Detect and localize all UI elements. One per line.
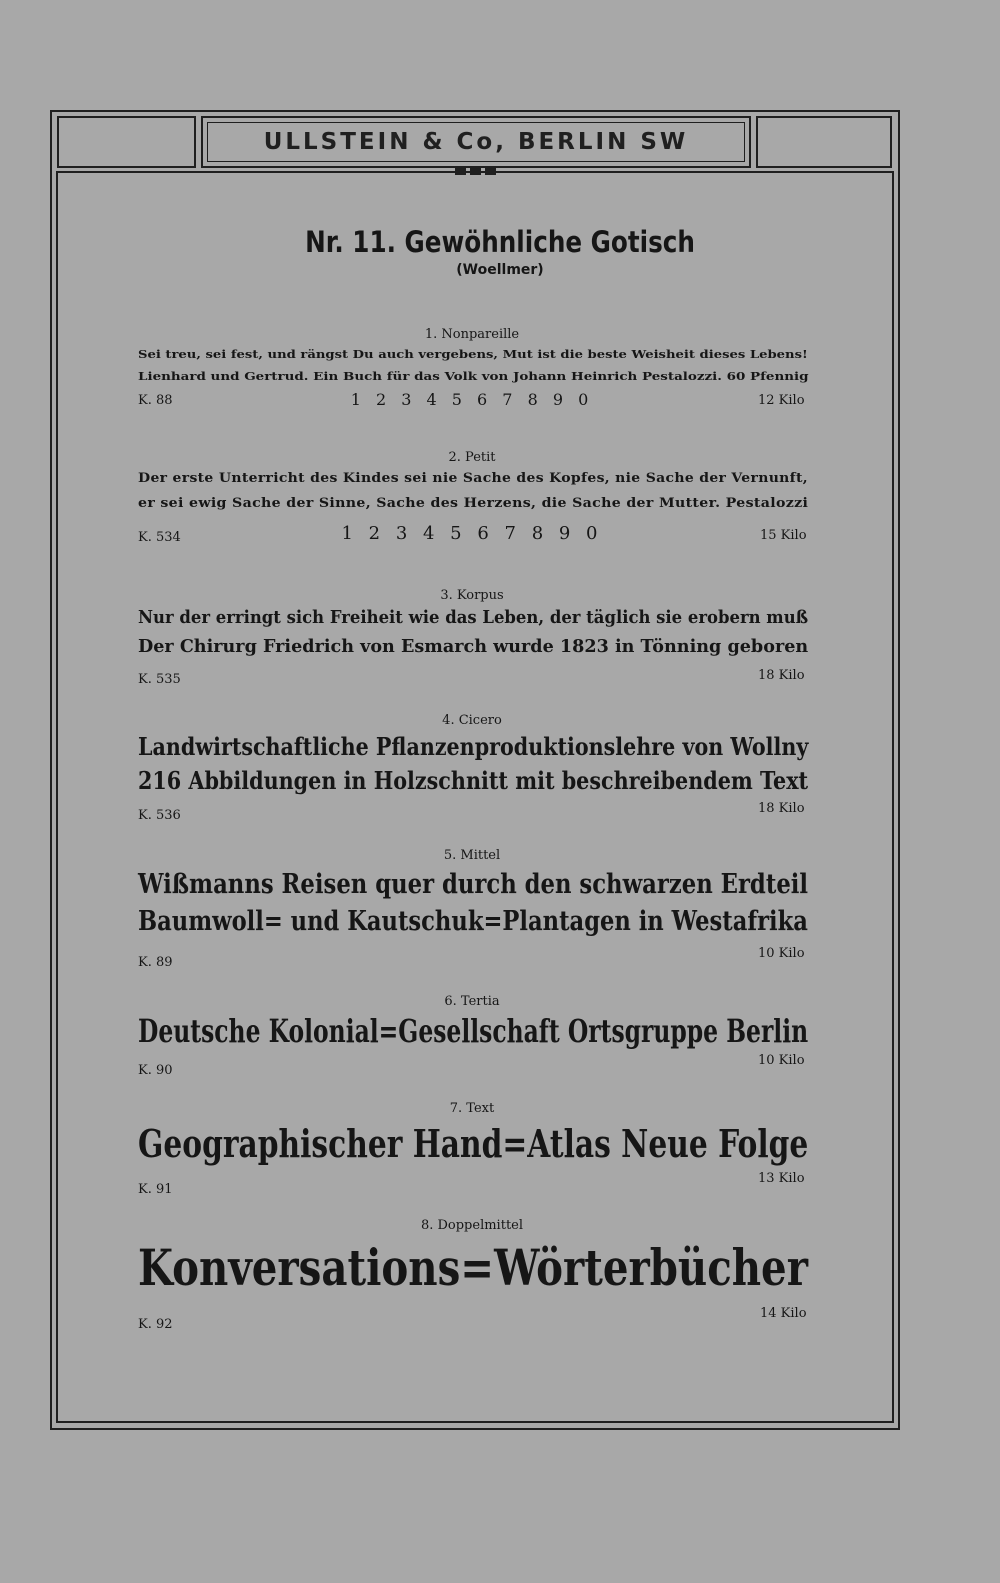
item-code: K. 89 [138, 955, 173, 970]
sample-line: Konversations=Wörterbücher [138, 1238, 808, 1297]
item-weight: 13 Kilo [758, 1171, 805, 1186]
item-weight: 18 Kilo [758, 801, 805, 816]
item-weight: 10 Kilo [758, 946, 805, 961]
item-code: K. 88 [138, 393, 173, 408]
sample-line: Geographischer Hand=Atlas Neue Folge [138, 1121, 809, 1166]
section-label: 1. Nonpareille [424, 327, 520, 342]
sample-line: Der erste Unterricht des Kindes sei nie Sache des Kopfes, nie Sache der Vernunft, [138, 471, 808, 486]
item-weight: 12 Kilo [758, 393, 805, 408]
item-weight: 18 Kilo [758, 668, 805, 683]
sample-line: Baumwoll= und Kautschuk=Plantagen in Westafrika [138, 906, 808, 937]
sample-line: Sei treu, sei fest, und rängst Du auch vergebens, Mut ist die beste Weisheit dieses Lebens! [138, 347, 808, 361]
header-title-panel [201, 116, 751, 168]
sample-line: Lienhard und Gertrud. Ein Buch für das Volk von Johann Heinrich Pestalozzi. 60 Pfennig [138, 369, 809, 383]
section-label: 5. Mittel [443, 848, 501, 863]
section-label: 4. Cicero [442, 713, 502, 728]
item-code: K. 91 [138, 1182, 173, 1197]
publisher-name: ULLSTEIN & Co, BERLIN SW [263, 129, 689, 155]
sample-line: 216 Abbildungen in Holzschnitt mit beschreibendem Text [138, 766, 809, 795]
item-weight: 14 Kilo [760, 1306, 807, 1321]
sample-line: er sei ewig Sache der Sinne, Sache des Herzens, die Sache der Mutter. Pestalozzi [138, 496, 809, 511]
item-code: K. 535 [138, 672, 181, 687]
section-label: 2. Petit [448, 450, 496, 465]
numerals: 1 2 3 4 5 6 7 8 9 0 [350, 390, 594, 409]
header-left-panel [57, 116, 196, 168]
header-right-panel [756, 116, 892, 168]
ornament-dots [455, 166, 496, 175]
sample-line: Nur der erringt sich Freiheit wie das Leben, der täglich sie erobern muß [138, 607, 809, 628]
item-code: K. 534 [138, 530, 181, 545]
page-title: Nr. 11. Gewöhnliche Gotisch [305, 225, 695, 259]
page-subtitle: (Woellmer) [456, 262, 544, 278]
sample-line: Wißmanns Reisen quer durch den schwarzen Erdteil [138, 869, 809, 900]
sample-line: Der Chirurg Friedrich von Esmarch wurde 1823 in Tönning geboren [138, 636, 809, 657]
sample-line: Landwirtschaftliche Pflanzenproduktionslehre von Wollny [138, 732, 809, 761]
sample-line: Deutsche Kolonial=Gesellschaft Ortsgruppe Berlin [138, 1012, 809, 1050]
item-weight: 10 Kilo [758, 1053, 805, 1068]
item-code: K. 536 [138, 808, 181, 823]
numerals: 1 2 3 4 5 6 7 8 9 0 [341, 523, 603, 544]
item-code: K. 92 [138, 1317, 173, 1332]
section-label: 3. Korpus [440, 588, 504, 603]
section-label: 7. Text [449, 1101, 495, 1116]
item-weight: 15 Kilo [760, 528, 807, 543]
item-code: K. 90 [138, 1063, 173, 1078]
section-label: 6. Tertia [444, 994, 500, 1009]
section-label: 8. Doppelmittel [420, 1218, 524, 1233]
